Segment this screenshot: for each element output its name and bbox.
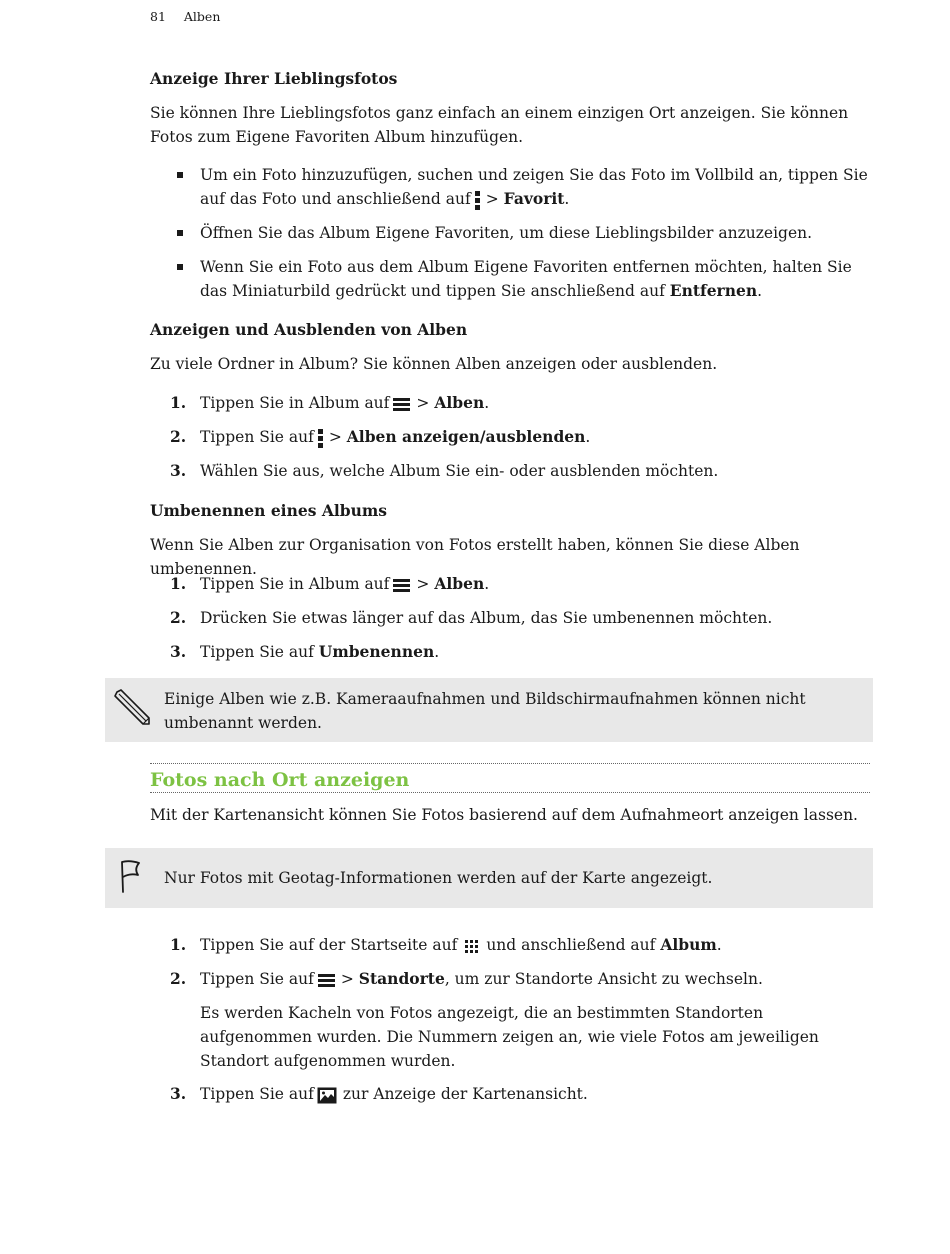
step-number: 3. (170, 642, 187, 661)
section-title: Alben (183, 9, 221, 24)
note-box (105, 678, 873, 742)
show-hide-step-2: Tippen Sie auf > Alben anzeigen/ausblenden. (200, 427, 591, 446)
bullet-marker (177, 230, 183, 236)
bullet-marker (177, 172, 183, 178)
menu-icon (318, 974, 335, 987)
location-step-1: Tippen Sie auf der Startseite auf und anschließend auf Album. (200, 935, 722, 954)
step-number: 1. (170, 393, 187, 412)
favorites-bullet-2: Öffnen Sie das Album Eigene Favoriten, um diese Lieblingsbilder anzuzeigen. (200, 224, 813, 242)
favorites-bullet-1: Um ein Foto hinzuzufügen, suchen und zeigen Sie das Foto im Vollbild an, tippen Sie auf das Foto und anschließend auf > Favorit. (200, 166, 868, 208)
show-hide-intro: Zu viele Ordner in Album? Sie können Alben anzeigen oder ausblenden. (150, 355, 718, 373)
rename-step-1: Tippen Sie in Album auf > Alben. (200, 574, 490, 593)
section-divider (150, 792, 870, 793)
rename-heading: Umbenennen eines Albums (150, 501, 387, 520)
location-step-2: Tippen Sie auf > Standorte, um zur Standorte Ansicht zu wechseln. (200, 969, 763, 988)
step-number: 1. (170, 574, 187, 593)
menu-icon (393, 398, 410, 411)
step-number: 3. (170, 1084, 187, 1103)
rename-step-2: Drücken Sie etwas länger auf das Album, das Sie umbenennen möchten. (200, 609, 773, 627)
show-hide-heading: Anzeigen und Ausblenden von Alben (150, 320, 468, 339)
show-hide-step-3: Wählen Sie aus, welche Album Sie ein- oder ausblenden möchten. (200, 462, 719, 480)
rename-intro: Wenn Sie Alben zur Organisation von Fotos erstellt haben, können Sie diese Alben umbenennen. (150, 536, 800, 578)
more-options-icon (475, 191, 480, 210)
show-hide-step-1: Tippen Sie in Album auf > Alben. (200, 393, 490, 412)
location-step-3: Tippen Sie auf zur Anzeige der Kartenansicht. (200, 1085, 588, 1103)
location-intro: Mit der Kartenansicht können Sie Fotos basierend auf dem Aufnahmeort anzeigen lassen. (150, 806, 858, 824)
step-number: 2. (170, 427, 187, 446)
location-step-2-detail: Es werden Kacheln von Fotos angezeigt, die an bestimmten Standorten aufgenommen wurden. Die Nummern zeigen an, wie viele Fotos am jeweiligen Standort aufgenommen wurden. (200, 1004, 819, 1070)
menu-icon (393, 579, 410, 592)
note-text: Nur Fotos mit Geotag-Informationen werden auf der Karte angezeigt. (164, 869, 713, 887)
note-text: Einige Alben wie z.B. Kameraaufnahmen und Bildschirmaufnahmen können nicht umbenannt werden. (164, 690, 806, 732)
step-number: 3. (170, 461, 187, 480)
step-number: 2. (170, 969, 187, 988)
more-options-icon (318, 429, 323, 448)
section-title: Fotos nach Ort anzeigen (150, 769, 410, 791)
favorites-bullet-3: Wenn Sie ein Foto aus dem Album Eigene Favoriten entfernen möchten, halten Sie das Miniaturbild gedrückt und tippen Sie anschließend auf Entfernen. (200, 258, 852, 300)
apps-icon (465, 940, 478, 953)
step-number: 1. (170, 935, 187, 954)
page-header (150, 9, 220, 24)
favorites-heading: Anzeige Ihrer Lieblingsfotos (150, 69, 398, 88)
flag-icon (119, 858, 143, 894)
step-number: 2. (170, 608, 187, 627)
favorites-intro: Sie können Ihre Lieblingsfotos ganz einfach an einem einzigen Ort anzeigen. Sie können Fotos zum Eigene Favoriten Album hinzufügen. (150, 104, 849, 146)
rename-step-3: Tippen Sie auf Umbenennen. (200, 642, 440, 661)
bullet-marker (177, 264, 183, 270)
section-divider (150, 763, 870, 764)
pencil-icon (113, 688, 151, 726)
map-view-icon (317, 1087, 337, 1104)
page-number: 81 (150, 9, 166, 24)
note-box (105, 848, 873, 908)
